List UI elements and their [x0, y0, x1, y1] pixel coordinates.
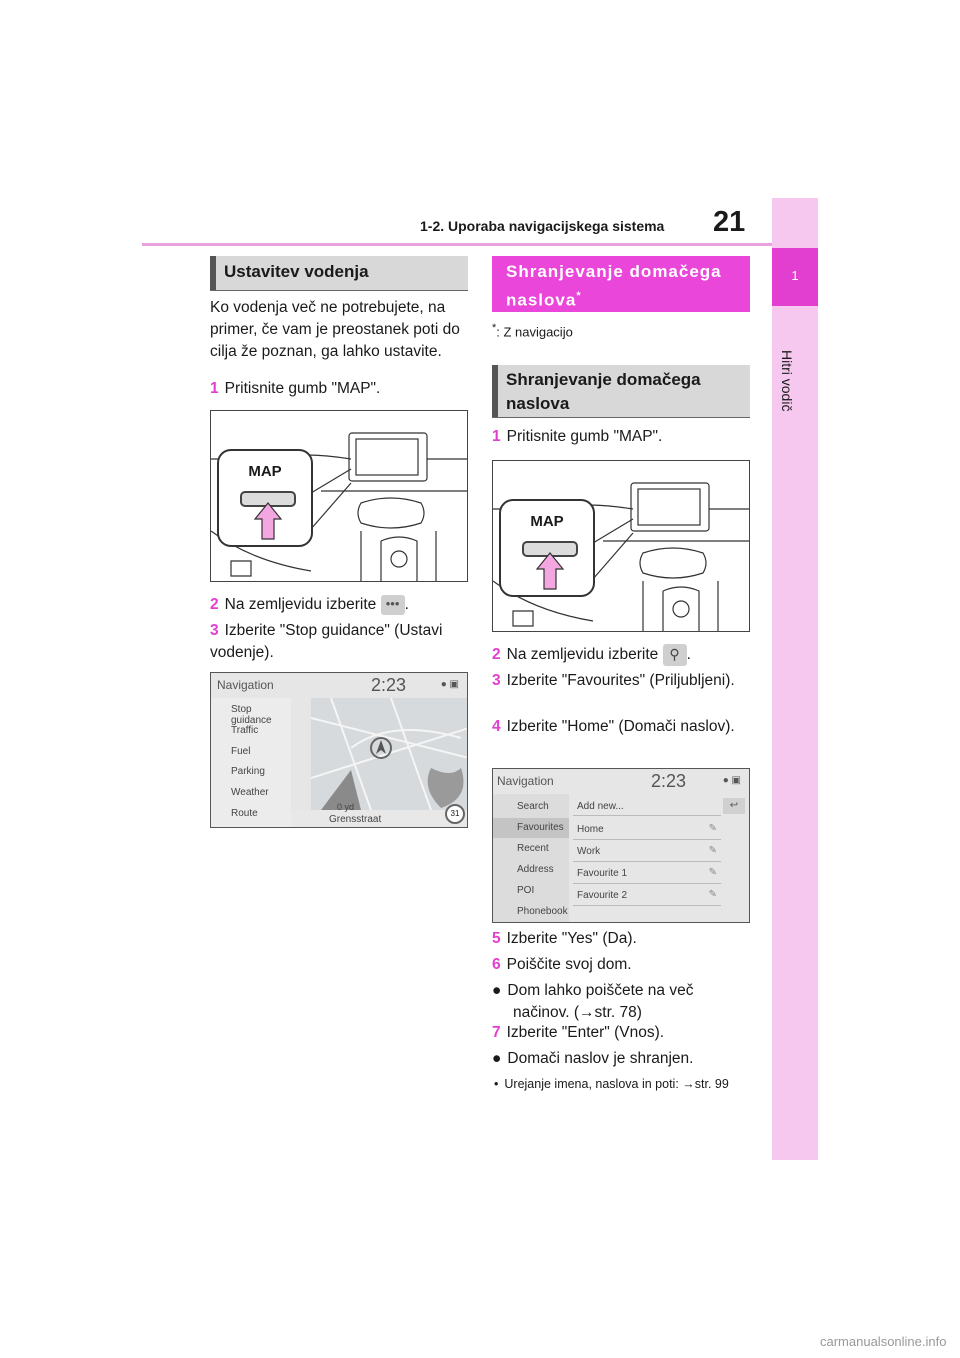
step-text: Izberite "Enter" (Vnos).	[506, 1024, 665, 1041]
street-name: Grensstraat	[329, 814, 382, 825]
section-heading-stop-guidance	[210, 256, 468, 290]
map-button-label: MAP	[530, 513, 564, 530]
menu-route[interactable]: Route	[231, 808, 258, 819]
chapter-label: Hitri vodič	[779, 350, 795, 412]
entry-favourite-1: Favourite 1	[577, 868, 628, 879]
menu-stop-guidance[interactable]: Stop guidance	[231, 704, 272, 726]
intro-paragraph: Ko vodenja več ne potrebujete, na primer, če vam je preostanek poti do cilja že poznan, ga lahko ustavite.	[210, 299, 460, 360]
navigation-screen-map	[210, 672, 468, 828]
favourites-list	[573, 794, 745, 919]
map-button-callout	[499, 499, 595, 597]
heading-underline	[492, 417, 750, 418]
step-2	[210, 594, 480, 616]
entry-work: Work	[577, 846, 601, 857]
edit-icon[interactable]: ✎	[708, 823, 717, 834]
step-number: 4	[492, 718, 501, 735]
step-text: Poiščite svoj dom.	[506, 956, 632, 973]
footnote-mark: *	[492, 322, 497, 334]
entry-favourite-2: Favourite 2	[577, 890, 628, 901]
step-3	[210, 620, 470, 664]
map-button-callout	[217, 449, 313, 547]
heading-bar	[210, 256, 216, 290]
running-header: 1-2. Uporaba navigacijskega sistema	[420, 218, 665, 234]
step-number: 5	[492, 930, 501, 947]
add-new-row[interactable]	[573, 798, 721, 816]
compass-badge: 31	[445, 804, 465, 824]
nav-header	[493, 769, 749, 794]
section-heading-save-home	[492, 256, 750, 312]
press-arrow-icon	[535, 551, 565, 591]
bullet-saved	[492, 1048, 752, 1070]
nav-header	[211, 673, 467, 698]
menu-parking[interactable]: Parking	[231, 766, 265, 777]
step-text: Na zemljevidu izberite	[506, 646, 659, 664]
favourite-row-1[interactable]	[573, 864, 721, 884]
title-asterisk: *	[576, 290, 582, 302]
subsection-line2: naslova	[506, 394, 570, 413]
favourite-row-2[interactable]	[573, 886, 721, 906]
dashboard-map-button-illustration-right	[492, 460, 750, 632]
subsection-heading	[492, 365, 750, 417]
step-number: 7	[492, 1024, 501, 1041]
menu-search[interactable]: Search	[517, 801, 549, 812]
edit-icon[interactable]: ✎	[708, 889, 717, 900]
step-text: Pritisnite gumb "MAP".	[506, 428, 663, 445]
bullet-dot: ●	[492, 982, 502, 999]
map-button-label: MAP	[248, 463, 282, 480]
step-number: 6	[492, 956, 501, 973]
step-number: 2	[492, 646, 501, 664]
nav-bottom-bar	[291, 802, 468, 828]
step-text: Izberite "Home" (Domači naslov).	[506, 718, 735, 735]
page-number: 21	[713, 206, 746, 238]
watermark: carmanualsonline.info	[820, 1334, 947, 1349]
step-text: Na zemljevidu izberite	[224, 596, 377, 613]
nav-title: Navigation	[497, 774, 554, 788]
bullet-text: Dom lahko poiščete na več načinov. (→str. 78)	[507, 982, 694, 1021]
menu-weather[interactable]: Weather	[231, 787, 269, 798]
search-icon: ⚲	[663, 644, 687, 666]
bullet-dot: ●	[492, 1050, 502, 1067]
add-new-label: Add new...	[577, 801, 624, 812]
step-number: 2	[210, 596, 219, 613]
period: .	[404, 596, 409, 613]
nav-clock: 2:23	[651, 771, 687, 791]
nav-clock: 2:23	[371, 675, 407, 695]
step-text: Izberite "Yes" (Da).	[506, 930, 637, 947]
nav-title: Navigation	[217, 678, 274, 692]
menu-recent[interactable]: Recent	[517, 843, 549, 854]
step-1	[210, 378, 470, 400]
more-options-icon: •••	[381, 595, 405, 615]
chapter-tab	[772, 198, 818, 1160]
edit-icon[interactable]: ✎	[708, 867, 717, 878]
note-text: Urejanje imena, naslova in poti: →str. 99	[504, 1077, 729, 1091]
step-text: Pritisnite gumb "MAP".	[224, 380, 381, 397]
step-5-right	[492, 928, 752, 950]
header-rule	[142, 243, 790, 246]
step-1-right	[492, 426, 752, 448]
step-number: 1	[492, 428, 501, 445]
subsection-line1: Shranjevanje domačega	[506, 370, 701, 389]
menu-favourites[interactable]: Favourites	[517, 822, 564, 833]
map-roads	[311, 698, 468, 810]
status-icons: ● ▣	[440, 679, 459, 690]
section-title-line1: Shranjevanje domačega	[506, 262, 722, 281]
distance: 0 yd	[337, 802, 355, 812]
dashboard-map-button-illustration	[210, 410, 468, 582]
menu-address[interactable]: Address	[517, 864, 554, 875]
period: .	[686, 646, 691, 664]
section-title: Ustavitev vodenja	[224, 262, 369, 281]
nav-menu	[211, 698, 291, 828]
step-text: Izberite "Favourites" (Priljubljeni).	[506, 672, 735, 689]
step-text: Izberite "Stop guidance" (Ustavi vodenje).	[210, 622, 443, 661]
chapter-number: 1	[791, 268, 799, 283]
back-button[interactable]: ↩	[723, 798, 745, 814]
status-icons: ● ▣	[722, 775, 741, 786]
step-number: 1	[210, 380, 219, 397]
footnote-text: : Z navigacijo	[496, 324, 573, 340]
edit-icon[interactable]: ✎	[708, 845, 717, 856]
step-7-right	[492, 1022, 752, 1044]
favourite-row-work[interactable]	[573, 842, 721, 862]
note-dot: •	[494, 1077, 499, 1091]
entry-home: Home	[577, 824, 604, 835]
step-3-right	[492, 670, 752, 692]
step-4-right	[492, 716, 752, 738]
menu-phonebook[interactable]: Phonebook	[517, 906, 568, 917]
step-2-right	[492, 644, 762, 666]
step-number: 3	[492, 672, 501, 689]
nav-map-area	[311, 698, 468, 810]
favourite-row-home[interactable]	[573, 820, 721, 840]
bullet-text: Domači naslov je shranjen.	[507, 1050, 694, 1067]
step-number: 3	[210, 622, 219, 639]
note-edit-name	[492, 1076, 732, 1092]
navigation-screen-favourites	[492, 768, 750, 923]
heading-underline	[210, 290, 468, 291]
menu-traffic[interactable]: Traffic	[231, 725, 259, 736]
footnote	[492, 322, 573, 339]
menu-poi[interactable]: POI	[517, 885, 535, 896]
step-6-right	[492, 954, 752, 976]
bullet-search-methods	[492, 980, 752, 1024]
menu-fuel[interactable]: Fuel	[231, 746, 251, 757]
section-title-line2: naslova	[506, 290, 577, 310]
press-arrow-icon	[253, 501, 283, 541]
nav-menu	[493, 794, 569, 923]
heading-bar	[492, 365, 498, 417]
